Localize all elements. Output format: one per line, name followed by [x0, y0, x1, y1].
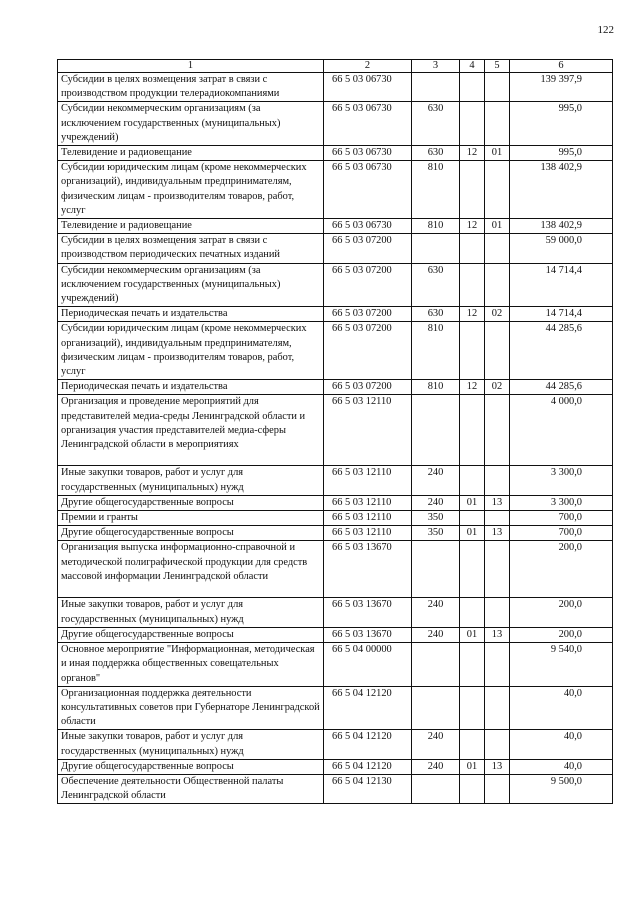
target-code: 66 5 03 07200: [324, 322, 412, 380]
row-name: Периодическая печать и издательства: [58, 380, 324, 395]
subsection: 13: [485, 627, 510, 642]
row-name: Другие общегосударственные вопросы: [58, 495, 324, 510]
target-code: 66 5 03 06730: [324, 73, 412, 102]
amount: 44 285,6: [510, 380, 613, 395]
row-name: Премии и гранты: [58, 511, 324, 526]
row-name: Другие общегосударственные вопросы: [58, 627, 324, 642]
row-name: Иные закупки товаров, работ и услуг для государственных (муниципальных) нужд: [58, 598, 324, 627]
row-name: Субсидии юридическим лицам (кроме некоммерческих организаций), индивидуальным предпринимателям, физическим лицам - производителям товаров, работ, услуг: [58, 322, 324, 380]
section: 01: [460, 627, 485, 642]
table-row: [58, 73, 613, 102]
row-name: Иные закупки товаров, работ и услуг для государственных (муниципальных) нужд: [58, 466, 324, 495]
row-name: Организация выпуска информационно-справочной и методической полиграфической продукции для средств массовой информации Ленинградской области: [58, 541, 324, 598]
section: 01: [460, 495, 485, 510]
row-name: Основное мероприятие "Информационная, методическая и иная поддержка общественных совещательных органов": [58, 643, 324, 687]
target-code: 66 5 04 12130: [324, 774, 412, 803]
expense-type: 630: [412, 307, 460, 322]
target-code: 66 5 03 06730: [324, 161, 412, 219]
expense-type: [412, 73, 460, 102]
section: [460, 102, 485, 146]
target-code: 66 5 03 13670: [324, 627, 412, 642]
row-name: Телевидение и радиовещание: [58, 146, 324, 161]
amount: 995,0: [510, 146, 613, 161]
target-code: 66 5 03 12110: [324, 466, 412, 495]
section: 01: [460, 759, 485, 774]
table-row: [58, 541, 613, 598]
expense-type: 240: [412, 627, 460, 642]
table-row: [58, 643, 613, 687]
target-code: 66 5 03 13670: [324, 541, 412, 598]
amount: 40,0: [510, 759, 613, 774]
expense-type: 810: [412, 219, 460, 234]
target-code: 66 5 03 06730: [324, 102, 412, 146]
expense-type: 630: [412, 263, 460, 307]
table-row: [58, 495, 613, 510]
amount: 200,0: [510, 627, 613, 642]
expense-type: [412, 541, 460, 598]
subsection: [485, 73, 510, 102]
target-code: 66 5 03 12110: [324, 395, 412, 466]
expense-type: [412, 774, 460, 803]
expense-type: 240: [412, 466, 460, 495]
row-name: Другие общегосударственные вопросы: [58, 759, 324, 774]
section: 12: [460, 380, 485, 395]
subsection: [485, 466, 510, 495]
amount: 700,0: [510, 526, 613, 541]
section: [460, 541, 485, 598]
row-name: Телевидение и радиовещание: [58, 219, 324, 234]
section: [460, 643, 485, 687]
section: 12: [460, 307, 485, 322]
table-row: [58, 146, 613, 161]
table-row: [58, 161, 613, 219]
table-row: [58, 730, 613, 759]
section: 12: [460, 146, 485, 161]
amount: 40,0: [510, 686, 613, 730]
amount: 3 300,0: [510, 495, 613, 510]
amount: 200,0: [510, 598, 613, 627]
section: [460, 234, 485, 263]
row-name: Субсидии в целях возмещения затрат в связи с производством периодических печатных изданий: [58, 234, 324, 263]
table-row: [58, 219, 613, 234]
row-name: Субсидии юридическим лицам (кроме некоммерческих организаций), индивидуальным предпринимателям, физическим лицам - производителям товаров, работ, услуг: [58, 161, 324, 219]
amount: 3 300,0: [510, 466, 613, 495]
target-code: 66 5 03 06730: [324, 146, 412, 161]
section: [460, 598, 485, 627]
subsection: 02: [485, 380, 510, 395]
target-code: 66 5 04 12120: [324, 730, 412, 759]
table-row: [58, 511, 613, 526]
section: [460, 511, 485, 526]
target-code: 66 5 04 00000: [324, 643, 412, 687]
expense-type: 810: [412, 380, 460, 395]
table-row: [58, 759, 613, 774]
expense-type: [412, 395, 460, 466]
subsection: [485, 730, 510, 759]
column-header-6: 6: [510, 60, 613, 73]
subsection: 01: [485, 219, 510, 234]
subsection: [485, 102, 510, 146]
amount: 40,0: [510, 730, 613, 759]
expense-type: 810: [412, 161, 460, 219]
table-row: [58, 466, 613, 495]
target-code: 66 5 03 07200: [324, 263, 412, 307]
section: 12: [460, 219, 485, 234]
section: [460, 395, 485, 466]
expense-type: [412, 234, 460, 263]
expense-type: 240: [412, 759, 460, 774]
expense-type: [412, 643, 460, 687]
subsection: [485, 598, 510, 627]
section: [460, 263, 485, 307]
column-header-4: 4: [460, 60, 485, 73]
row-name: Субсидии в целях возмещения затрат в связи с производством продукции телерадиокомпаниями: [58, 73, 324, 102]
expense-type: 630: [412, 146, 460, 161]
table-row: [58, 307, 613, 322]
subsection: 01: [485, 146, 510, 161]
target-code: 66 5 03 07200: [324, 307, 412, 322]
table-row: [58, 774, 613, 803]
target-code: 66 5 03 13670: [324, 598, 412, 627]
column-header-3: 3: [412, 60, 460, 73]
table-row: [58, 627, 613, 642]
subsection: [485, 161, 510, 219]
row-name: Другие общегосударственные вопросы: [58, 526, 324, 541]
amount: 59 000,0: [510, 234, 613, 263]
expense-type: 240: [412, 730, 460, 759]
target-code: 66 5 03 06730: [324, 219, 412, 234]
column-header-1: 1: [58, 60, 324, 73]
expense-type: 240: [412, 495, 460, 510]
section: [460, 774, 485, 803]
expense-type: [412, 686, 460, 730]
subsection: 02: [485, 307, 510, 322]
table-row: [58, 686, 613, 730]
subsection: [485, 643, 510, 687]
target-code: 66 5 04 12120: [324, 759, 412, 774]
table-row: [58, 322, 613, 380]
subsection: [485, 774, 510, 803]
row-name: Организация и проведение мероприятий для представителей медиа-среды Ленинградской области и организация участия представителей медиа-сферы Ленинградской области в мероприятиях: [58, 395, 324, 466]
subsection: 13: [485, 526, 510, 541]
amount: 44 285,6: [510, 322, 613, 380]
section: [460, 322, 485, 380]
row-name: Субсидии некоммерческим организациям (за исключением государственных (муниципальных) учреждений): [58, 102, 324, 146]
table-row: [58, 598, 613, 627]
page-number: 122: [597, 24, 614, 36]
amount: 14 714,4: [510, 263, 613, 307]
row-name: Периодическая печать и издательства: [58, 307, 324, 322]
table-row: [58, 234, 613, 263]
section: [460, 730, 485, 759]
target-code: 66 5 03 12110: [324, 511, 412, 526]
subsection: [485, 395, 510, 466]
amount: 138 402,9: [510, 219, 613, 234]
subsection: [485, 234, 510, 263]
target-code: 66 5 03 12110: [324, 495, 412, 510]
column-header-5: 5: [485, 60, 510, 73]
section: [460, 686, 485, 730]
subsection: [485, 511, 510, 526]
row-name: Организационная поддержка деятельности консультативных советов при Губернаторе Ленинградской области: [58, 686, 324, 730]
row-name: Субсидии некоммерческим организациям (за исключением государственных (муниципальных) учреждений): [58, 263, 324, 307]
expense-type: 350: [412, 526, 460, 541]
amount: 200,0: [510, 541, 613, 598]
target-code: 66 5 04 12120: [324, 686, 412, 730]
table-row: [58, 395, 613, 466]
subsection: [485, 686, 510, 730]
amount: 138 402,9: [510, 161, 613, 219]
amount: 9 540,0: [510, 643, 613, 687]
amount: 9 500,0: [510, 774, 613, 803]
expense-type: 810: [412, 322, 460, 380]
table-row: [58, 263, 613, 307]
section: [460, 161, 485, 219]
row-name: Обеспечение деятельности Общественной палаты Ленинградской области: [58, 774, 324, 803]
subsection: 13: [485, 495, 510, 510]
amount: 995,0: [510, 102, 613, 146]
subsection: [485, 541, 510, 598]
section: 01: [460, 526, 485, 541]
row-name: Иные закупки товаров, работ и услуг для государственных (муниципальных) нужд: [58, 730, 324, 759]
target-code: 66 5 03 07200: [324, 234, 412, 263]
section: [460, 466, 485, 495]
expense-type: 240: [412, 598, 460, 627]
section: [460, 73, 485, 102]
target-code: 66 5 03 07200: [324, 380, 412, 395]
subsection: [485, 322, 510, 380]
table-row: [58, 526, 613, 541]
amount: 700,0: [510, 511, 613, 526]
amount: 14 714,4: [510, 307, 613, 322]
expense-type: 630: [412, 102, 460, 146]
target-code: 66 5 03 12110: [324, 526, 412, 541]
table-row: [58, 102, 613, 146]
budget-table: [57, 59, 613, 804]
expense-type: 350: [412, 511, 460, 526]
column-header-2: 2: [324, 60, 412, 73]
header-row: [58, 60, 613, 73]
subsection: 13: [485, 759, 510, 774]
amount: 139 397,9: [510, 73, 613, 102]
table-row: [58, 380, 613, 395]
subsection: [485, 263, 510, 307]
amount: 4 000,0: [510, 395, 613, 466]
